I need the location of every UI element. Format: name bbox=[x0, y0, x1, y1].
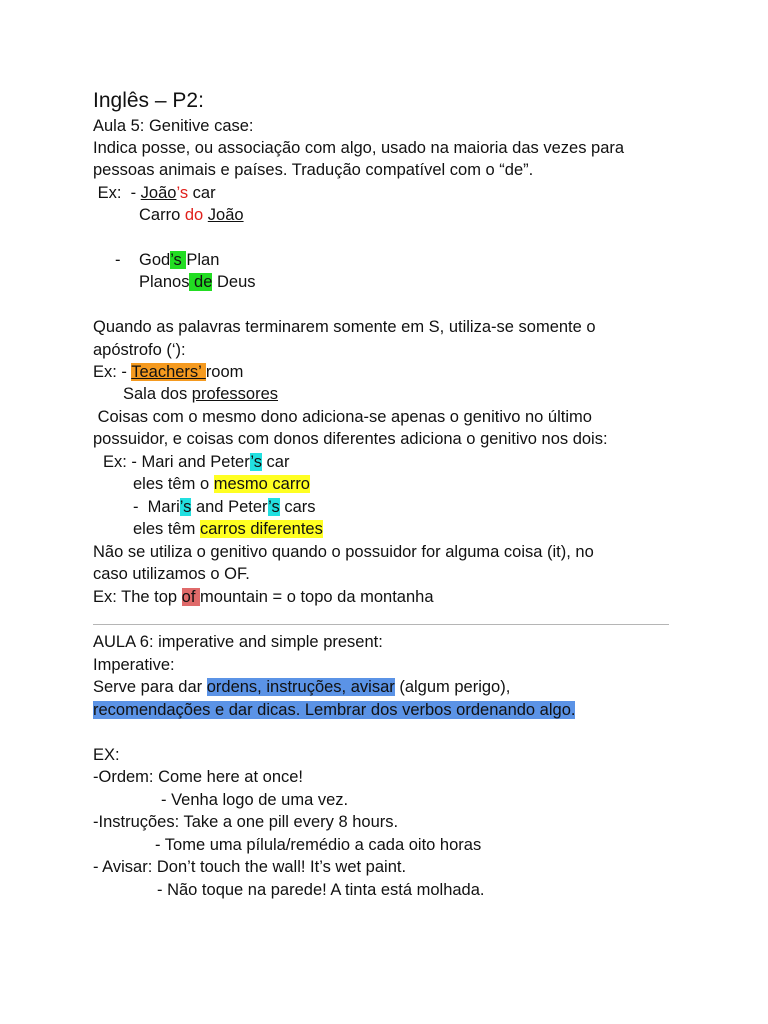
aula6-subheading: Imperative: bbox=[93, 656, 175, 674]
same-owner-line2: possuidor, e coisas com donos diferentes adiciona o genitivo nos dois: bbox=[93, 430, 608, 448]
example-text: and Peter bbox=[191, 498, 269, 516]
example-avisar: - Avisar: Don’t touch the wall! It’s wet paint. bbox=[93, 858, 407, 876]
example-god-dash: - bbox=[115, 251, 121, 269]
apostrophe-rule-line2: apóstrofo (‘): bbox=[93, 341, 186, 359]
example-instrucoes: -Instruções: Take a one pill every 8 hours. bbox=[93, 813, 399, 831]
translation-name: João bbox=[207, 206, 244, 224]
translation-do: do bbox=[184, 206, 204, 224]
genitive-s-highlight: ’s bbox=[179, 498, 192, 516]
aula5-desc-line2: pessoas animais e países. Tradução compatível com o “de”. bbox=[93, 161, 534, 179]
apostrophe-rule-line1: Quando as palavras terminarem somente em S, utiliza-se somente o bbox=[93, 318, 596, 336]
examples-label: EX: bbox=[93, 746, 120, 764]
example-god bbox=[139, 250, 219, 270]
example-ordem: -Ordem: Come here at once! bbox=[93, 768, 304, 786]
imperative-desc-line2 bbox=[93, 700, 575, 720]
translation-text: Sala dos bbox=[123, 385, 192, 403]
teachers-highlight: Teachers’ bbox=[131, 363, 206, 381]
example-god-translation bbox=[139, 272, 256, 292]
translation-text: Planos bbox=[139, 273, 190, 291]
desc-text: (algum perigo), bbox=[394, 678, 511, 696]
example-prefix: Ex: - bbox=[93, 363, 132, 381]
example-text: cars bbox=[279, 498, 316, 516]
example-text: Ex: The top bbox=[93, 588, 182, 606]
different-cars-highlight: carros diferentes bbox=[199, 520, 323, 538]
page-title: Inglês – P2: bbox=[93, 89, 204, 112]
example-text: - Mari bbox=[133, 498, 180, 516]
example-avisar-translation: - Não toque na parede! A tinta está molhada. bbox=[157, 881, 485, 899]
example-name: João bbox=[140, 184, 177, 202]
aula5-heading: Aula 5: Genitive case: bbox=[93, 117, 254, 135]
translation-text: eles têm o bbox=[133, 475, 214, 493]
aula5-desc-line1: Indica posse, ou associação com algo, usado na maioria das vezes para bbox=[93, 139, 625, 157]
example-text: God bbox=[139, 251, 171, 269]
translation-text: eles têm bbox=[133, 520, 200, 538]
example-teachers-translation bbox=[123, 384, 278, 404]
same-car-highlight: mesmo carro bbox=[213, 475, 310, 493]
example-prefix: Ex: - bbox=[93, 184, 141, 202]
translation-de-highlight: de bbox=[189, 273, 213, 291]
imperative-desc-line1 bbox=[93, 677, 510, 697]
of-rule-line1: Não se utiliza o genitivo quando o possuidor for alguma coisa (it), no bbox=[93, 543, 594, 561]
orders-highlight: ordens, instruções, avisar bbox=[206, 678, 395, 696]
genitive-s-highlight: ’s bbox=[268, 498, 280, 516]
example-teachers bbox=[93, 362, 243, 382]
example-of bbox=[93, 587, 434, 607]
example-text: Plan bbox=[186, 251, 220, 269]
same-owner-line1: Coisas com o mesmo dono adiciona-se apenas o genitivo no último bbox=[93, 408, 592, 426]
example-joao-translation bbox=[139, 205, 244, 225]
translation-underlined: professores bbox=[191, 385, 279, 403]
example-mari-peter-translation bbox=[133, 474, 310, 494]
aula6-heading: AULA 6: imperative and simple present: bbox=[93, 633, 383, 651]
genitive-s-highlight: ’s bbox=[250, 453, 262, 471]
example-text: Ex: - Mari and Peter bbox=[103, 453, 251, 471]
genitive-s: ’s bbox=[176, 184, 189, 202]
example-text: mountain = o topo da montanha bbox=[200, 588, 434, 606]
translation-text: Deus bbox=[212, 273, 256, 291]
example-mari-peter bbox=[103, 452, 289, 472]
example-maris-peters bbox=[133, 497, 316, 517]
of-rule-line2: caso utilizamos o OF. bbox=[93, 565, 250, 583]
translation-text: Carro bbox=[139, 206, 185, 224]
example-ordem-translation: - Venha logo de uma vez. bbox=[161, 791, 349, 809]
example-text: car bbox=[188, 184, 216, 202]
example-text: room bbox=[205, 363, 244, 381]
recommendations-highlight: recomendações e dar dicas. Lembrar dos verbos ordenando algo. bbox=[93, 701, 576, 719]
example-maris-peters-translation bbox=[133, 519, 323, 539]
example-text: car bbox=[261, 453, 290, 471]
desc-text: Serve para dar bbox=[93, 678, 207, 696]
example-instrucoes-translation: - Tome uma pílula/remédio a cada oito horas bbox=[155, 836, 482, 854]
genitive-s-highlight: ’s bbox=[170, 251, 187, 269]
example-joao bbox=[93, 183, 216, 203]
of-highlight: of bbox=[181, 588, 201, 606]
horizontal-divider bbox=[93, 624, 669, 625]
